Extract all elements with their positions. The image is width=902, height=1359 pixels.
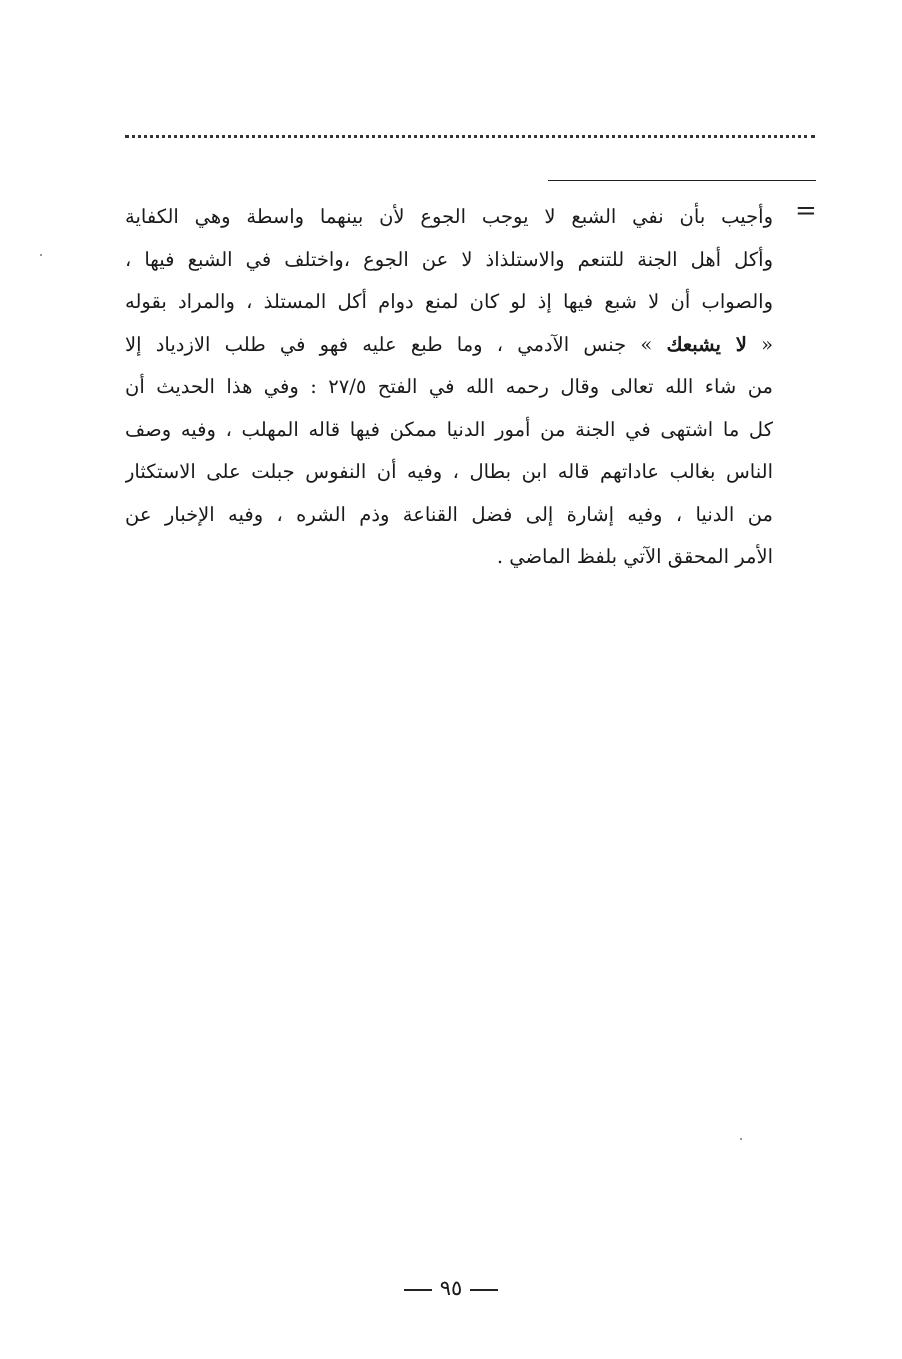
footnote-line: وأجيب بأن نفي الشبع لا يوجب الجوع لأن بينهما واسطة وهي الكفاية <box>125 205 773 228</box>
page-number: ٩٥ <box>439 1276 463 1300</box>
footnote-separator <box>548 180 816 181</box>
scan-speck <box>40 254 42 256</box>
line-remainder: » جنس الآدمي ، وما طبع عليه فهو في طلب الازدياد إلا <box>125 332 667 356</box>
bold-quoted-phrase: لا يشبعك <box>666 332 747 356</box>
footnote-line: كل ما اشتهى في الجنة من أمور الدنيا ممكن فيها قاله المهلب ، وفيه وصف <box>125 417 773 441</box>
page-number-dash <box>404 1289 432 1291</box>
footnote-line: والصواب أن لا شبع فيها إذ لو كان لمنع دوام أكل المستلذ ، والمراد بقوله <box>125 290 773 313</box>
quote-open: « <box>746 332 773 356</box>
dotted-separator <box>125 135 815 138</box>
page-number-dash <box>470 1289 498 1291</box>
footnote-line: من شاء الله تعالى وقال رحمه الله في الفتح ٢٧/٥ : وفي هذا الحديث أن <box>125 375 773 398</box>
scan-speck <box>740 1138 742 1140</box>
page-number-footer <box>0 1276 902 1300</box>
footnote-line: الناس بغالب عاداتهم قاله ابن بطال ، وفيه أن النفوس جبلت على الاستكثار <box>125 460 773 483</box>
footnote-line: من الدنيا ، وفيه إشارة إلى فضل القناعة وذم الشره ، وفيه الإخبار عن <box>125 502 773 526</box>
footnote-body <box>125 196 773 579</box>
continuation-mark: = <box>795 196 817 226</box>
footnote-line: الأمر المحقق الآتي بلفظ الماضي . <box>496 545 773 568</box>
footnote-line <box>125 324 773 367</box>
footnote-line: وأكل أهل الجنة للتنعم والاستلذاذ لا عن الجوع ،واختلف في الشبع فيها ، <box>125 247 773 271</box>
